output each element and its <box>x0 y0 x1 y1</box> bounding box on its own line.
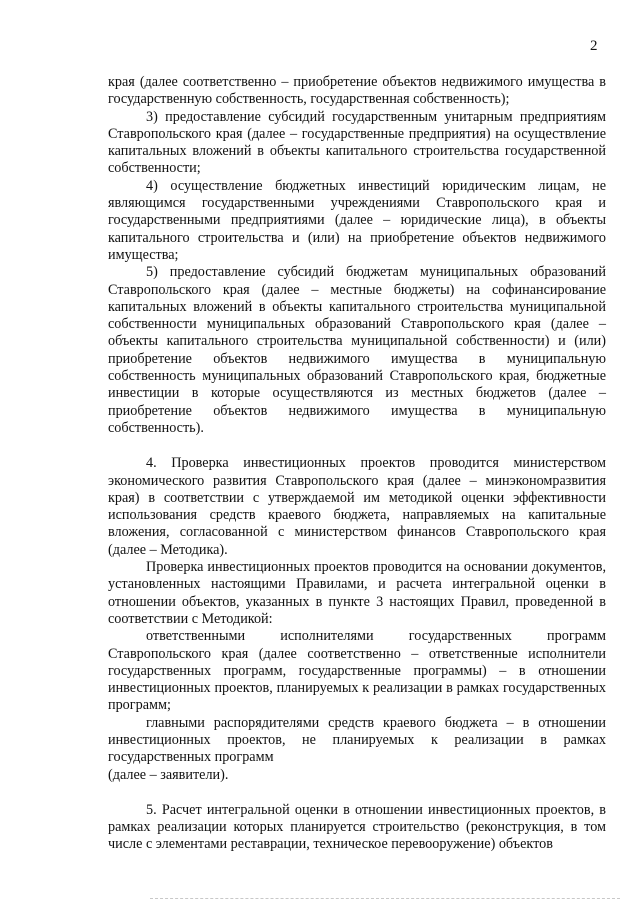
scan-artifact-line <box>150 898 620 900</box>
paragraph-verification: Проверка инвестиционных проектов проводится на основании документов, установленных настоящими Правилами, и расчета интегральной оценки в отношении объектов, указанных в пункте 3 настоящих Правил, проведенной в соответствии с Методикой: <box>108 559 606 627</box>
paragraph-item-3: 3) предоставление субсидий государственным унитарным предприятиям Ставропольского края (далее – государственные предприятия) на осуществление капитальных вложений в объекты капитального строительства государственной собственности; <box>108 108 606 177</box>
paragraph-applicants: (далее – заявители). <box>108 766 229 783</box>
page-number: 2 <box>590 38 598 54</box>
document-body <box>108 74 606 854</box>
paragraph-continuation: края (далее соответственно – приобретение объектов недвижимого имущества в государственную собственность, государственная собственность); <box>108 74 606 108</box>
paragraph-item-4: 4) осуществление бюджетных инвестиций юридическим лицам, не являющимся государственными учреждениями Ставропольского края и государственными предприятиями (далее – юридические лица), в объекты капитального строительства и (или) на приобретение объектов недвижимого имущества; <box>108 177 606 263</box>
paragraph-item-5: 5) предоставление субсидий бюджетам муниципальных образований Ставропольского края (далее – местные бюджеты) на софинансирование капитальных вложений в объекты капитального строительства муниципальной собственности муниципальных образований Ставропольского края (далее – объекты капитального строительства муниципальной собственности) и (или) приобретение объектов недвижимого имущества в муниципальную собственность муниципальных образований Ставропольского края, бюджетные инвестиции в которые осуществляются из местных бюджетов (далее – приобретение объектов недвижимого имущества в муниципальную собственность). <box>108 264 606 436</box>
paragraph-section-5: 5. Расчет интегральной оценки в отношении инвестиционных проектов, в рамках реализации которых планируется строительство (реконструкция, в том числе с элементами реставрации, техническое перевооружение) объектов <box>108 801 606 853</box>
paragraph-chief-administrators: главными распорядителями средств краевого бюджета – в отношении инвестиционных проектов, не планируемых к реализации в рамках государственных программ <box>108 714 606 766</box>
paragraph-responsible-executors: ответственными исполнителями государственных программ Ставропольского края (далее соответственно – ответственные исполнители государственных программ, государственные программы) – в отношении инвестиционных проектов, планируемых к реализации в рамках государственных программ; <box>108 628 606 714</box>
paragraph-section-4: 4. Проверка инвестиционных проектов проводится министерством экономического развития Ставропольского края (далее – минэкономразвития края) в соответствии с утверждаемой им методикой оценки эффективности использования средств краевого бюджета, направляемых на капитальные вложения, согласованной с министерством финансов Ставропольского края (далее – Методика). <box>108 455 606 558</box>
